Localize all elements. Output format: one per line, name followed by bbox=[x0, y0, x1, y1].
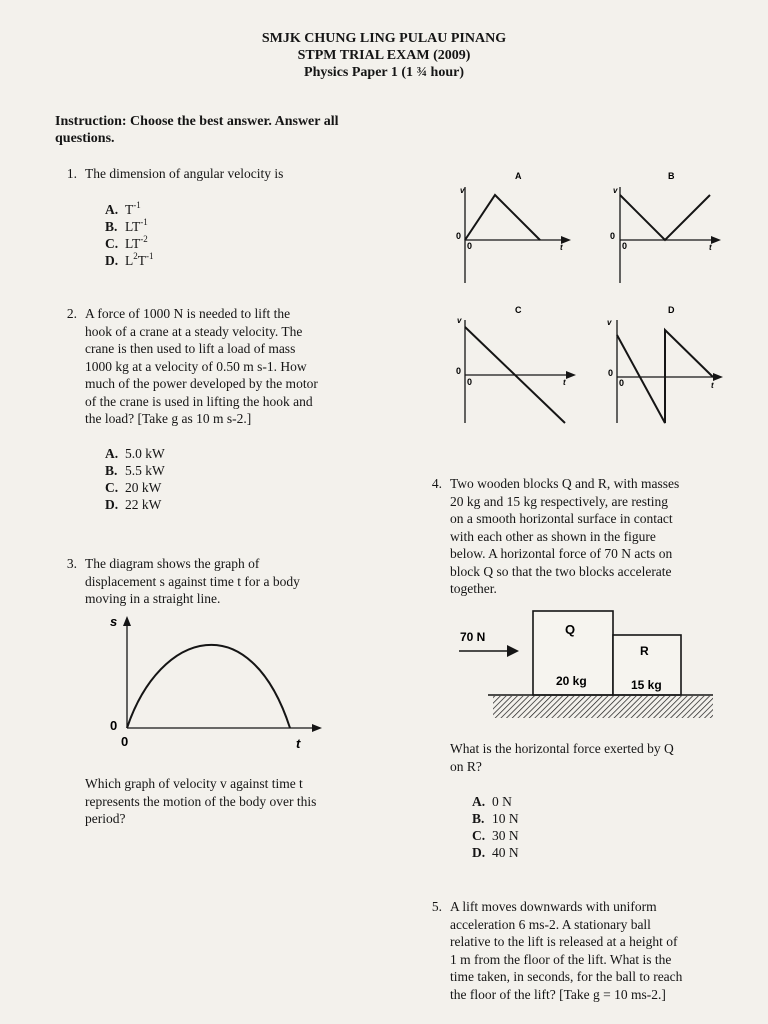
mass-r-label: 15 kg bbox=[631, 678, 662, 692]
svg-text:0: 0 bbox=[608, 368, 614, 378]
question-number: 2. bbox=[66, 306, 77, 321]
t-label: t bbox=[296, 736, 301, 751]
force-arrow-head bbox=[507, 645, 519, 657]
origin-y-label: 0 bbox=[110, 718, 118, 733]
graph-b-line bbox=[620, 195, 710, 240]
blocks-figure bbox=[455, 605, 720, 725]
s-label: s bbox=[110, 614, 118, 629]
graph-d-label: D bbox=[668, 305, 675, 315]
svg-text:v: v bbox=[613, 186, 618, 195]
option-a[interactable]: A. 0 N bbox=[472, 794, 512, 809]
graph-a-line bbox=[465, 195, 540, 240]
svg-text:0: 0 bbox=[467, 241, 473, 251]
svg-text:0: 0 bbox=[456, 231, 462, 241]
velocity-graph-options bbox=[445, 165, 735, 435]
origin-x-label: 0 bbox=[121, 734, 129, 749]
option-d[interactable]: D. $L^2T^{-1}$ bbox=[105, 250, 154, 268]
svg-text:t: t bbox=[709, 243, 712, 252]
question-text: The dimension of angular velocity is bbox=[85, 166, 284, 181]
question-number: 5. bbox=[431, 899, 442, 914]
school-name: SMJK CHUNG LING PULAU PINANG bbox=[261, 31, 507, 46]
question-1 bbox=[55, 165, 385, 275]
block-q-label: Q bbox=[565, 622, 576, 637]
option-b[interactable]: B. 10 N bbox=[472, 811, 519, 826]
svg-text:t: t bbox=[711, 381, 714, 390]
graph-a-label: A bbox=[515, 171, 522, 181]
svg-text:0: 0 bbox=[619, 378, 625, 388]
graph-a[interactable] bbox=[456, 171, 571, 283]
question-text: Two wooden blocks Q and R, with masses 20 kg and 15 kg respectively, are resting on a smooth horizontal surface in contact with each other as shown in the figure below. A horizontal force of 70 N acts on block Q so that the two blocks accelerate together. bbox=[450, 476, 680, 596]
question-4 bbox=[420, 475, 750, 605]
option-c[interactable]: C. 30 N bbox=[472, 828, 519, 843]
question-5 bbox=[420, 898, 750, 1008]
question-4-options bbox=[472, 793, 519, 861]
svg-text:0: 0 bbox=[622, 241, 628, 251]
options-list bbox=[105, 445, 165, 513]
question-text: The diagram shows the graph of displacement s against time t for a body moving in a straight line. bbox=[85, 556, 300, 606]
floor-hatching bbox=[493, 696, 713, 718]
svg-text:t: t bbox=[560, 243, 563, 252]
svg-text:v: v bbox=[460, 186, 465, 195]
question-text: A lift moves downwards with uniform acceleration 6 ms-2. A stationary ball relative to the lift is released at a height of 1 m from the floor of the lift. What is the time taken, in seconds, for the ball to reach the floor of the lift? [Take g = 10 ms-2.] bbox=[450, 899, 683, 1002]
options-list bbox=[105, 201, 154, 269]
option-c[interactable]: C. 20 kW bbox=[105, 480, 162, 495]
option-a[interactable]: A. $T^{-1}$ bbox=[105, 199, 141, 217]
question-2 bbox=[55, 305, 385, 520]
question-number: 3. bbox=[66, 556, 77, 571]
instruction: Instruction: Choose the best answer. Answer all questions. bbox=[55, 114, 339, 146]
svg-text:0: 0 bbox=[456, 366, 462, 376]
exam-header bbox=[0, 30, 768, 81]
svg-text:0: 0 bbox=[610, 231, 616, 241]
question-text: A force of 1000 N is needed to lift the hook of a crane at a steady velocity. The crane is then used to lift a load of mass 1000 kg at a velocity of 0.50 m s-1. How much of the power developed by the motor of the crane is used in lifting the hook and the load? [Take g as 10 m s-2.] bbox=[85, 306, 318, 426]
t-axis-arrow bbox=[312, 724, 322, 732]
option-a[interactable]: A. 5.0 kW bbox=[105, 446, 165, 461]
block-r-label: R bbox=[640, 644, 649, 658]
option-b[interactable]: B. $LT^{-1}$ bbox=[105, 216, 148, 234]
force-label: 70 N bbox=[460, 630, 486, 644]
graph-c[interactable] bbox=[456, 305, 576, 423]
graph-c-label: C bbox=[515, 305, 522, 315]
option-b[interactable]: B. 5.5 kW bbox=[105, 463, 165, 478]
svg-text:t: t bbox=[563, 378, 566, 387]
displacement-curve bbox=[127, 645, 290, 728]
question-number: 1. bbox=[66, 166, 77, 181]
paper-title: Physics Paper 1 (1 ¾ hour) bbox=[304, 65, 464, 80]
question-3 bbox=[55, 555, 385, 615]
s-axis-arrow bbox=[123, 616, 131, 626]
displacement-time-graph bbox=[100, 610, 330, 760]
graph-b-label: B bbox=[668, 171, 675, 181]
option-d[interactable]: D. 40 N bbox=[472, 845, 519, 860]
question-3-prompt: Which graph of velocity v against time t represents the motion of the body over this period? bbox=[85, 776, 317, 826]
svg-text:v: v bbox=[607, 318, 612, 327]
graph-b[interactable] bbox=[610, 171, 721, 283]
option-d[interactable]: D. 22 kW bbox=[105, 497, 162, 512]
question-number: 4. bbox=[431, 476, 442, 491]
option-c[interactable]: C. $LT^{-2}$ bbox=[105, 233, 148, 251]
graph-d[interactable] bbox=[607, 305, 723, 423]
mass-q-label: 20 kg bbox=[556, 674, 587, 688]
exam-title: STPM TRIAL EXAM (2009) bbox=[297, 48, 471, 63]
svg-text:0: 0 bbox=[467, 377, 473, 387]
question-4-prompt: What is the horizontal force exerted by Q on R? bbox=[450, 741, 674, 774]
svg-text:v: v bbox=[457, 316, 462, 325]
